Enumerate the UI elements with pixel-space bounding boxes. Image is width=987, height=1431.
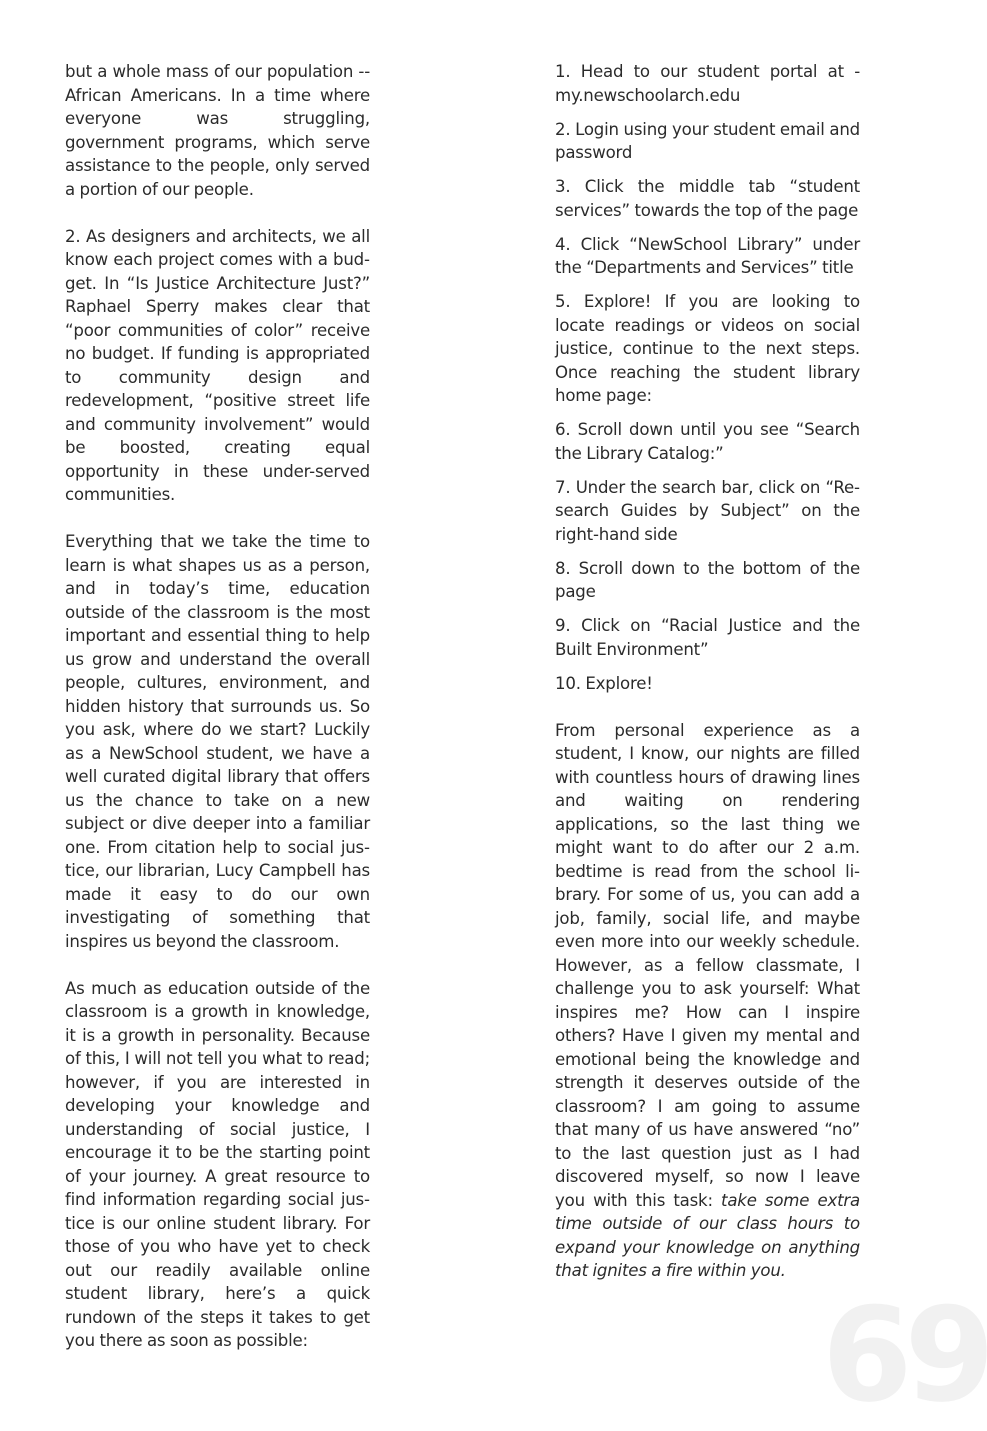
list-item: 10. Explore! [555, 673, 653, 693]
list-item: 3. Click the middle tab “student services” towards the top of the page [555, 177, 860, 220]
list-item: 2. Login using your student email and password [555, 119, 860, 162]
closing-italic-text: take some extra time outside of our class hours to expand your knowledge on anything that ignites a fire within you. [555, 1190, 860, 1280]
list-item: 9. Click on “Racial Justice and the Built Environment” [555, 616, 860, 659]
closing-text: From personal experience as a student, I know, our nights are filled with countless hours of drawing lines and waiting on rendering applications, so the last thing we might want to do after our 2 a.m. bedtime is read from the school library. For some of us, you can add a job, family, social life, and maybe even more into our weekly schedule. However, as a fellow classmate, I challenge you to ask yourself: What inspires me? How can I inspire others? Have I given my mental and emotional being the knowledge and strength it deserves outside of the classroom? I am going to assume that many of us have answered “no” to the last question just as I had discovered myself, so now I leave you with this task: [555, 720, 860, 1210]
list-item: 5. Explore! If you are looking to locate readings or videos on social justice, continue to the next steps. Once reaching the student library home page: [555, 292, 860, 405]
list-item: 1. Head to our student portal at - my.newschoolarch.edu [555, 62, 860, 105]
paragraph-growth: As much as education outside of the classroom is a growth in knowledge, it is a growth in personality. Because of this, I will not tell you what to read; however, if you are interested in developing your knowledge and understanding of social justice, I encourage it to be the starting point of your journey. A great resource to find information regarding social justice is our online student library. For those of you who have yet to check out our readily available online student library, here’s a quick rundown of the steps it takes to get you there as soon as possible: [65, 978, 370, 1350]
paragraph-learning: Everything that we take the time to learn is what shapes us as a person, and in today’s time, education outside of the classroom is the most important and essential thing to help us grow and understand the overall people, cultures, environment, and hidden history that surrounds us. So you ask, where do we start? Luckily as a NewSchool student, we have a well curated digital library that offers us the chance to take on a new subject or dive deeper into a familiar one. From citation help to social justice, our librarian, Lucy Campbell has made it easy to do our own investigating of something that inspires us beyond the classroom. [65, 532, 370, 951]
paragraph-budget: 2. As designers and architects, we all know each project comes with a budget. In “Is Justice Architecture Just?” Raphael Sperry makes clear that “poor communities of color” receive no budget. If funding is appropriated to community design and redevelopment, “positive street life and community involvement” would be boosted, creating equal opportunity in these under-served communities. [65, 226, 370, 504]
left-column [65, 60, 370, 1376]
paragraph-intro-continued: but a whole mass of our population -- African Americans. In a time where everyone was struggling, government programs, which serve assistance to the people, only served a portion of our people. [65, 62, 370, 199]
list-item: 7. Under the search bar, click on “Research Guides by Subject” on the right-hand side [555, 477, 860, 544]
list-item: 4. Click “NewSchool Library” under the “Departments and Services” title [555, 234, 860, 277]
right-column [555, 60, 860, 1306]
library-steps-list [555, 60, 860, 695]
list-item: 6. Scroll down until you see “Search the Library Catalog:” [555, 420, 860, 463]
list-item: 8. Scroll down to the bottom of the page [555, 558, 860, 601]
paragraph-closing [555, 719, 860, 1283]
page-number: 69 [822, 1279, 987, 1431]
